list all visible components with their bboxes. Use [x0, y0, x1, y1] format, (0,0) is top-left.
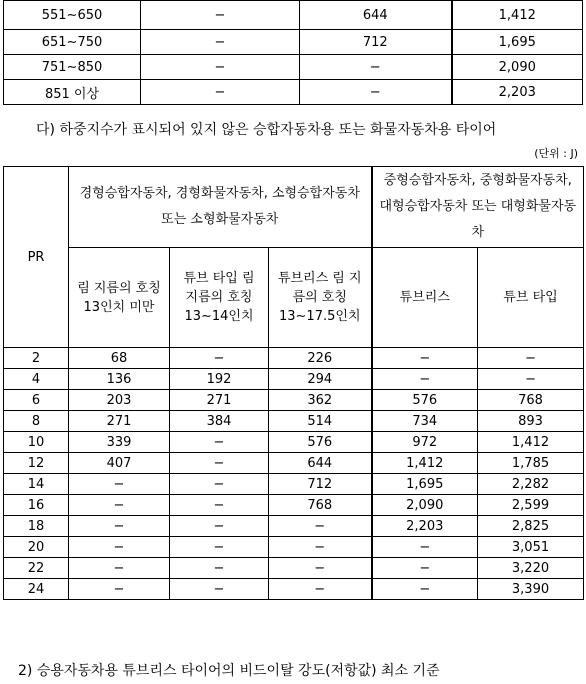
table-cell: 2,090 [452, 55, 583, 80]
table-cell: − [69, 474, 170, 495]
table-cell: − [170, 495, 269, 516]
table-row [4, 516, 584, 537]
table-cell: 3,051 [478, 537, 584, 558]
table-cell: 751∼850 [4, 55, 141, 80]
table-cell: − [478, 348, 584, 369]
table-cell: − [269, 558, 372, 579]
table-cell: 576 [269, 432, 372, 453]
table-row [4, 537, 584, 558]
pr-cell: 6 [4, 390, 69, 411]
table-cell: − [170, 516, 269, 537]
table-cell: 192 [170, 369, 269, 390]
table-cell: 2,282 [478, 474, 584, 495]
table-cell: − [69, 579, 170, 600]
table-cell: 2,825 [478, 516, 584, 537]
table-cell: − [141, 55, 300, 80]
table-cell: 644 [300, 1, 452, 30]
table-row [4, 369, 584, 390]
group-a-header: 경형승합자동차, 경형화물자동차, 소형승합자동차 또는 소형화물자동차 [69, 167, 372, 248]
table-cell: − [141, 1, 300, 30]
sub-header: 튜브리스 [372, 248, 478, 348]
table-cell: 1,412 [452, 1, 583, 30]
pr-cell: 14 [4, 474, 69, 495]
pr-cell: 20 [4, 537, 69, 558]
table-cell: 851 이상 [4, 80, 141, 105]
table-cell: 1,695 [452, 30, 583, 55]
table-cell: 2,090 [372, 495, 478, 516]
table-cell: 384 [170, 411, 269, 432]
table-cell: − [170, 432, 269, 453]
table-cell: − [69, 495, 170, 516]
table-row [4, 411, 584, 432]
table-cell: 514 [269, 411, 372, 432]
pr-header: PR [4, 167, 69, 348]
main-table [3, 166, 584, 600]
table-cell: − [69, 516, 170, 537]
unit-label: (단위 : J) [534, 147, 578, 160]
table-cell: 1,412 [478, 432, 584, 453]
table-cell: 271 [69, 411, 170, 432]
table-cell: 1,695 [372, 474, 478, 495]
table-cell: 203 [69, 390, 170, 411]
table-cell: 644 [269, 453, 372, 474]
table-cell: − [300, 80, 452, 105]
table-cell: − [269, 516, 372, 537]
pr-cell: 8 [4, 411, 69, 432]
table-cell: 339 [69, 432, 170, 453]
pr-cell: 12 [4, 453, 69, 474]
table-cell: − [269, 579, 372, 600]
table-cell: 271 [170, 390, 269, 411]
table-cell: 651∼750 [4, 30, 141, 55]
table-cell: − [170, 579, 269, 600]
pr-cell: 10 [4, 432, 69, 453]
table-cell: 893 [478, 411, 584, 432]
sub-header: 튜브 타입 림 지름의 호칭 13∼14인치 [170, 248, 269, 348]
table-cell: 3,390 [478, 579, 584, 600]
top-table [3, 0, 583, 105]
table-cell: 2,203 [372, 516, 478, 537]
table-row [4, 80, 583, 105]
table-cell: 2,203 [452, 80, 583, 105]
table-cell: − [372, 579, 478, 600]
table-row [4, 390, 584, 411]
section-caption: 다) 하중지수가 표시되어 있지 않은 승합자동차용 또는 화물자동차용 타이어 [36, 122, 497, 138]
sub-header: 튜브 타입 [478, 248, 584, 348]
table-cell: 551∼650 [4, 1, 141, 30]
table-cell: 1,412 [372, 453, 478, 474]
table-cell: 3,220 [478, 558, 584, 579]
table-cell: − [170, 558, 269, 579]
table-row [4, 432, 584, 453]
table-cell: − [372, 369, 478, 390]
footer-heading: 2) 승용자동차용 튜브리스 타이어의 비드이탈 강도(저항값) 최소 기준 [18, 663, 440, 679]
sub-header: 림 지름의 호칭 13인치 미만 [69, 248, 170, 348]
table-cell: − [372, 348, 478, 369]
table-row [4, 1, 583, 30]
pr-cell: 4 [4, 369, 69, 390]
table-cell: 294 [269, 369, 372, 390]
table-cell: − [141, 80, 300, 105]
pr-cell: 24 [4, 579, 69, 600]
table-row [4, 579, 584, 600]
table-cell: − [170, 453, 269, 474]
table-cell: 136 [69, 369, 170, 390]
table-cell: 362 [269, 390, 372, 411]
sub-header: 튜브리스 림 지름의 호칭 13∼17.5인치 [269, 248, 372, 348]
table-cell: − [69, 558, 170, 579]
table-cell: − [300, 55, 452, 80]
table-cell: − [372, 558, 478, 579]
table-cell: − [170, 348, 269, 369]
table-cell: 68 [69, 348, 170, 369]
pr-cell: 22 [4, 558, 69, 579]
table-row [4, 558, 584, 579]
table-row [4, 30, 583, 55]
table-row [4, 453, 584, 474]
table-cell: 712 [300, 30, 452, 55]
table-cell: 2,599 [478, 495, 584, 516]
pr-cell: 18 [4, 516, 69, 537]
table-cell: − [141, 30, 300, 55]
table-cell: − [478, 369, 584, 390]
table-cell: − [269, 537, 372, 558]
table-row [4, 474, 584, 495]
table-cell: 226 [269, 348, 372, 369]
table-cell: 972 [372, 432, 478, 453]
table-cell: 734 [372, 411, 478, 432]
table-cell: 1,785 [478, 453, 584, 474]
table-row [4, 495, 584, 516]
table-cell: 768 [478, 390, 584, 411]
table-cell: − [372, 537, 478, 558]
table-cell: 712 [269, 474, 372, 495]
table-row [4, 348, 584, 369]
table-row [4, 55, 583, 80]
pr-cell: 16 [4, 495, 69, 516]
table-cell: 576 [372, 390, 478, 411]
table-cell: 768 [269, 495, 372, 516]
pr-cell: 2 [4, 348, 69, 369]
table-cell: 407 [69, 453, 170, 474]
table-cell: − [170, 537, 269, 558]
table-cell: − [69, 537, 170, 558]
table-cell: − [170, 474, 269, 495]
group-b-header: 중형승합자동차, 중형화물자동차, 대형승합자동차 또는 대형화물자동차 [372, 167, 584, 248]
